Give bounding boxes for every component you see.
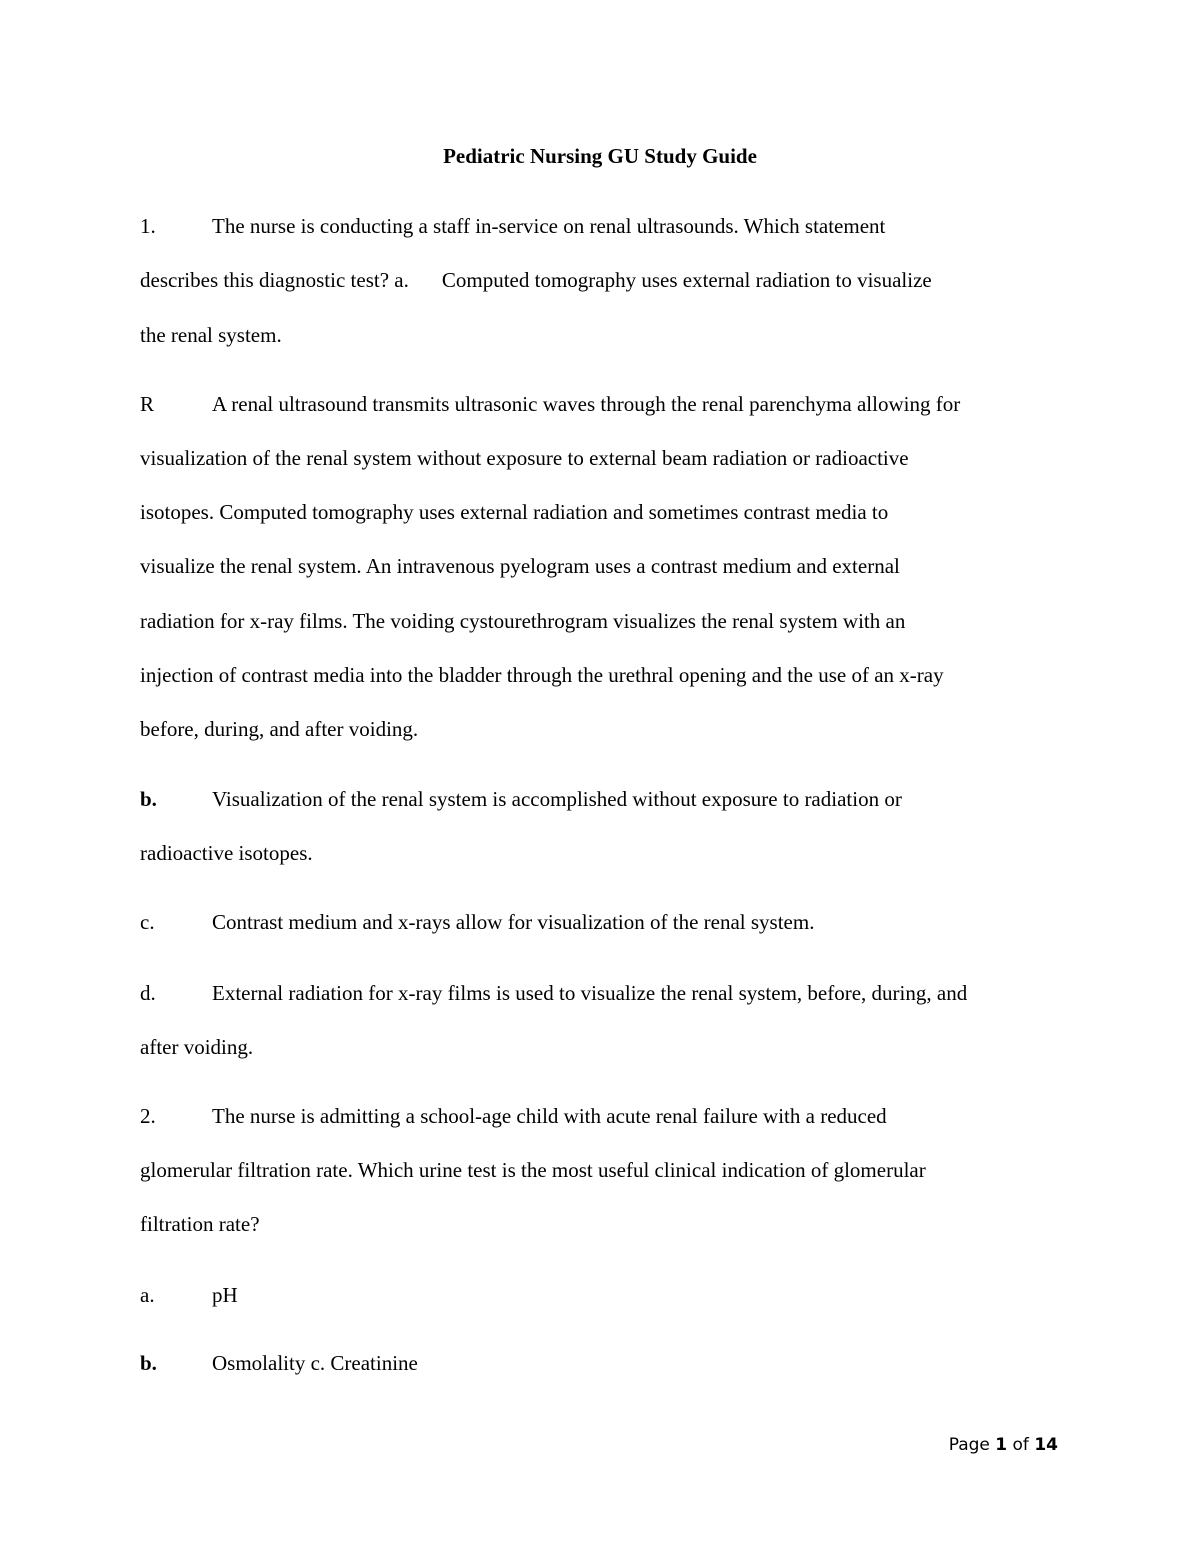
option-a-line-2: the renal system. (140, 323, 282, 347)
rationale-line-1: R A renal ultrasound transmits ultrasonic waves through the renal parenchyma allowing for (140, 389, 960, 419)
option-c-line-1: c. Contrast medium and x-rays allow for visualization of the renal system. (140, 907, 814, 937)
question-1-stem-line-2: describes this diagnostic test? a. Computed tomography uses external radiation to visualize (140, 268, 932, 292)
page-number-footer: Page 1 of 14 (948, 1435, 1058, 1455)
rationale-line-5: radiation for x-ray films. The voiding cystourethrogram visualizes the renal system with an (140, 609, 906, 633)
question-2-stem-line-2: glomerular filtration rate. Which urine test is the most useful clinical indication of glomerular (140, 1158, 926, 1182)
rationale-line-4: visualize the renal system. An intravenous pyelogram uses a contrast medium and external (140, 554, 900, 578)
option-b-line-2: radioactive isotopes. (140, 841, 313, 865)
question-1-stem-line-1: 1. The nurse is conducting a staff in-service on renal ultrasounds. Which statement (140, 211, 885, 241)
question-1-number: 1. (140, 214, 156, 238)
rationale-line-7: before, during, and after voiding. (140, 717, 419, 741)
rationale-line-2: visualization of the renal system without exposure to external beam radiation or radioactive (140, 446, 909, 470)
question-2-option-a-marker: a. (140, 1283, 155, 1307)
option-a-text: Computed tomography uses external radiation to visualize (441, 268, 932, 292)
option-c-marker: c. (140, 910, 155, 934)
option-d-line-1: d. External radiation for x-ray films is used to visualize the renal system, before, during, and (140, 978, 967, 1008)
question-2-option-a: a. pH (140, 1280, 238, 1310)
page-title: Pediatric Nursing GU Study Guide (443, 144, 757, 168)
option-b-marker: b. (140, 787, 157, 811)
current-page-number: 1 (995, 1435, 1008, 1455)
option-d-line-2: after voiding. (140, 1035, 254, 1059)
option-b-line-1: b. Visualization of the renal system is accomplished without exposure to radiation or (140, 784, 902, 814)
rationale-marker: R (140, 392, 155, 416)
rationale-line-6: injection of contrast media into the bladder through the urethral opening and the use of an x-ray (140, 663, 944, 687)
question-2-stem-line-3: filtration rate? (140, 1212, 260, 1236)
question-2-option-b-marker: b. (140, 1351, 157, 1375)
question-2-option-b: b. Osmolality c. Creatinine (140, 1348, 418, 1378)
question-2-number: 2. (140, 1104, 156, 1128)
option-d-marker: d. (140, 981, 156, 1005)
rationale-line-3: isotopes. Computed tomography uses external radiation and sometimes contrast media to (140, 500, 889, 524)
question-2-stem-line-1: 2. The nurse is admitting a school-age child with acute renal failure with a reduced (140, 1101, 887, 1131)
total-page-count: 14 (1034, 1435, 1058, 1455)
